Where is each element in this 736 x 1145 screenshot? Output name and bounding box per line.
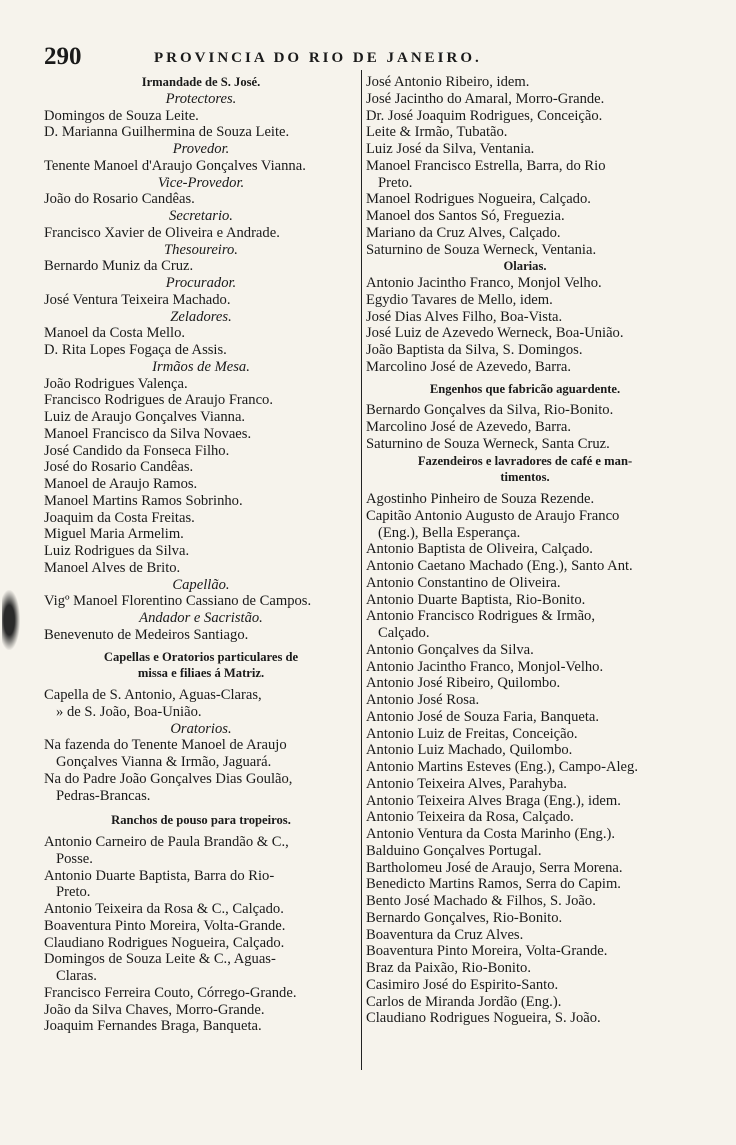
left-column bbox=[44, 74, 358, 1035]
list-item: Bartholomeu José de Araujo, Serra Morena. bbox=[366, 859, 623, 876]
list-item: D. Marianna Guilhermina de Souza Leite. bbox=[44, 124, 290, 141]
list-item: Francisco Rodrigues de Araujo Franco. bbox=[44, 392, 273, 409]
list-item-continuation: Preto. bbox=[378, 174, 413, 191]
list-item: José Dias Alves Filho, Boa-Vista. bbox=[366, 308, 563, 325]
section-heading: Ranchos de pouso para tropeiros. bbox=[111, 813, 291, 828]
section-heading: missa e filiaes á Matriz. bbox=[137, 666, 265, 681]
list-item-continuation: Preto. bbox=[56, 884, 91, 901]
subheading: Irmãos de Mesa. bbox=[152, 358, 250, 375]
list-item: José Antonio Ribeiro, idem. bbox=[366, 74, 530, 90]
list-item: Domingos de Souza Leite & C., Aguas- bbox=[44, 951, 276, 968]
list-item: Bento José Machado & Filhos, S. João. bbox=[366, 893, 596, 909]
list-item: Manoel Rodrigues Nogueira, Calçado. bbox=[366, 191, 591, 208]
list-item: Claudiano Rodrigues Nogueira, S. João. bbox=[366, 1010, 601, 1027]
list-item: Balduino Gonçalves Portugal. bbox=[366, 842, 542, 859]
list-item: Antonio Teixeira da Rosa & C., Calçado. bbox=[44, 901, 284, 917]
list-item: Bernardo Gonçalves, Rio-Bonito. bbox=[366, 909, 563, 926]
subheading: Thesoureiro. bbox=[164, 241, 238, 258]
column-divider bbox=[361, 70, 362, 1070]
list-item: Antonio Jacintho Franco, Monjol Velho. bbox=[366, 275, 602, 291]
list-item: João Baptista da Silva, S. Domingos. bbox=[366, 342, 583, 358]
binding-mark bbox=[2, 590, 20, 650]
list-item: Antonio Baptista de Oliveira, Calçado. bbox=[366, 541, 593, 558]
list-item: Claudiano Rodrigues Nogueira, Calçado. bbox=[44, 934, 285, 951]
list-item: Manoel Martins Ramos Sobrinho. bbox=[44, 492, 243, 509]
list-item: Antonio Jacintho Franco, Monjol-Velho. bbox=[366, 658, 604, 675]
list-item: D. Rita Lopes Fogaça de Assis. bbox=[44, 342, 227, 358]
list-item: Agostinho Pinheiro de Souza Rezende. bbox=[366, 491, 595, 507]
list-item: Boaventura da Cruz Alves. bbox=[366, 926, 524, 943]
list-item: Manoel Francisco Estrella, Barra, do Rio bbox=[366, 157, 606, 174]
subheading: Protectores. bbox=[165, 90, 237, 107]
list-item: Francisco Xavier de Oliveira e Andrade. bbox=[44, 224, 280, 241]
list-item: Antonio Luiz Machado, Quilombo. bbox=[366, 742, 573, 759]
list-item: Manoel de Araujo Ramos. bbox=[44, 476, 198, 492]
list-item: Na do Padre João Gonçalves Dias Goulão, bbox=[44, 770, 293, 787]
list-item: Saturnino de Souza Werneck, Ventania. bbox=[366, 241, 597, 258]
subheading: Andador e Sacristão. bbox=[139, 610, 263, 626]
list-item: Casimiro José do Espirito-Santo. bbox=[366, 976, 559, 993]
list-item: Bernardo Muniz da Cruz. bbox=[44, 258, 194, 275]
list-item: Antonio Teixeira Alves Braga (Eng.), idem. bbox=[366, 792, 621, 809]
list-item: Braz da Paixão, Rio-Bonito. bbox=[366, 960, 531, 976]
list-item: João do Rosario Candêas. bbox=[44, 191, 195, 208]
list-item: Na fazenda do Tenente Manoel de Araujo bbox=[44, 737, 287, 754]
list-item: Benevenuto de Medeiros Santiago. bbox=[44, 626, 249, 643]
list-item: Joaquim Fernandes Braga, Banqueta. bbox=[44, 1018, 262, 1035]
list-item: Capella de S. Antonio, Aguas-Claras, bbox=[44, 687, 262, 703]
list-item: José Ventura Teixeira Machado. bbox=[44, 291, 231, 308]
section-heading: Fazendeiros e lavradores de café e man- bbox=[417, 453, 633, 468]
list-item: Egydio Tavares de Mello, idem. bbox=[366, 291, 553, 308]
list-item: Capitão Antonio Augusto de Araujo Franco bbox=[366, 507, 620, 524]
section-heading: Engenhos que fabricão aguardente. bbox=[429, 381, 621, 396]
list-item: João da Silva Chaves, Morro-Grande. bbox=[44, 1001, 265, 1018]
list-item: Marcolino José de Azevedo, Barra. bbox=[366, 358, 572, 375]
list-item-continuation: Pedras-Brancas. bbox=[56, 787, 151, 804]
list-item: Manoel Alves de Brito. bbox=[44, 559, 181, 576]
list-item: Boaventura Pinto Moreira, Volta-Grande. bbox=[366, 943, 608, 960]
list-item: José Luiz de Azevedo Werneck, Boa-União. bbox=[366, 325, 624, 342]
list-item: Manoel Francisco da Silva Novaes. bbox=[44, 425, 252, 442]
list-item: Francisco Ferreira Couto, Córrego-Grande. bbox=[44, 984, 297, 1001]
list-item: Antonio José Ribeiro, Quilombo. bbox=[366, 675, 561, 692]
list-item: Antonio Gonçalves da Silva. bbox=[366, 641, 534, 658]
running-title: PROVINCIA DO RIO DE JANEIRO. bbox=[154, 50, 482, 66]
list-item: Boaventura Pinto Moreira, Volta-Grande. bbox=[44, 917, 286, 934]
page-header bbox=[44, 42, 684, 76]
list-item: Antonio Duarte Baptista, Barra do Rio- bbox=[44, 867, 275, 884]
list-item: João Rodrigues Valença. bbox=[44, 375, 188, 392]
list-item: Bernardo Gonçalves da Silva, Rio-Bonito. bbox=[366, 402, 614, 419]
subheading: Vice-Provedor. bbox=[157, 174, 245, 191]
list-item: Carlos de Miranda Jordão (Eng.). bbox=[366, 993, 562, 1010]
list-item: Antonio Caetano Machado (Eng.), Santo Ant. bbox=[366, 558, 633, 574]
list-item: Antonio Teixeira Alves, Parahyba. bbox=[366, 775, 567, 792]
list-item: Manoel da Costa Mello. bbox=[44, 325, 186, 342]
list-item-continuation: Claras. bbox=[56, 968, 97, 984]
list-item-continuation: Calçado. bbox=[378, 625, 430, 641]
list-item: Domingos de Souza Leite. bbox=[44, 107, 199, 124]
list-item: Benedicto Martins Ramos, Serra do Capim. bbox=[366, 876, 621, 893]
list-item-continuation: (Eng.), Bella Esperança. bbox=[378, 524, 521, 541]
section-heading: Olarias. bbox=[503, 259, 547, 274]
list-item: Antonio Luiz de Freitas, Conceição. bbox=[366, 725, 578, 742]
list-item: Dr. José Joaquim Rodrigues, Conceição. bbox=[366, 107, 603, 124]
section-heading: timentos. bbox=[500, 470, 550, 485]
list-item: Tenente Manoel d'Araujo Gonçalves Vianna. bbox=[44, 157, 306, 174]
list-item-continuation: Gonçalves Vianna & Irmão, Jaguará. bbox=[56, 754, 272, 770]
subheading: Oratorios. bbox=[170, 720, 232, 737]
list-item: Antonio Ventura da Costa Marinho (Eng.). bbox=[366, 826, 615, 842]
list-item: Luiz de Araujo Gonçalves Vianna. bbox=[44, 409, 246, 425]
subheading: Zeladores. bbox=[170, 308, 232, 325]
list-item: Antonio Carneiro de Paula Brandão & C., bbox=[44, 834, 289, 850]
list-item: Antonio Constantino de Oliveira. bbox=[366, 574, 561, 591]
list-item: Marcolino José de Azevedo, Barra. bbox=[366, 419, 572, 435]
list-item: Antonio Teixeira da Rosa, Calçado. bbox=[366, 809, 574, 826]
section-heading: Irmandade de S. José. bbox=[141, 75, 261, 89]
page-number: 290 bbox=[44, 43, 82, 70]
list-item: » de S. João, Boa-União. bbox=[56, 703, 202, 720]
list-item: Mariano da Cruz Alves, Calçado. bbox=[366, 224, 561, 241]
list-item-continuation: Posse. bbox=[56, 850, 93, 867]
list-item: Antonio Duarte Baptista, Rio-Bonito. bbox=[366, 591, 586, 608]
subheading: Capellão. bbox=[172, 576, 230, 593]
list-item: Joaquim da Costa Freitas. bbox=[44, 509, 195, 526]
list-item: Miguel Maria Armelim. bbox=[44, 526, 184, 543]
list-item: Antonio Martins Esteves (Eng.), Campo-Aleg. bbox=[366, 759, 638, 775]
subheading: Secretario. bbox=[169, 208, 233, 224]
list-item: José Jacintho do Amaral, Morro-Grande. bbox=[366, 90, 605, 107]
list-item: José do Rosario Candêas. bbox=[44, 459, 194, 476]
section-heading: Capellas e Oratorios particulares de bbox=[103, 649, 299, 664]
subheading: Procurador. bbox=[165, 275, 237, 291]
list-item: Leite & Irmão, Tubatão. bbox=[366, 124, 508, 141]
list-item: Vigº Manoel Florentino Cassiano de Campos. bbox=[44, 593, 312, 610]
subheading: Provedor. bbox=[172, 141, 230, 157]
list-item: Antonio José Rosa. bbox=[366, 692, 480, 708]
list-item: Antonio José de Souza Faria, Banqueta. bbox=[366, 708, 600, 725]
list-item: José Candido da Fonseca Filho. bbox=[44, 442, 230, 459]
right-column bbox=[366, 74, 684, 1027]
list-item: Luiz José da Silva, Ventania. bbox=[366, 141, 535, 157]
list-item: Antonio Francisco Rodrigues & Irmão, bbox=[366, 608, 596, 625]
list-item: Luiz Rodrigues da Silva. bbox=[44, 543, 190, 559]
list-item: Manoel dos Santos Só, Freguezia. bbox=[366, 208, 565, 224]
list-item: Saturnino de Souza Werneck, Santa Cruz. bbox=[366, 435, 610, 452]
